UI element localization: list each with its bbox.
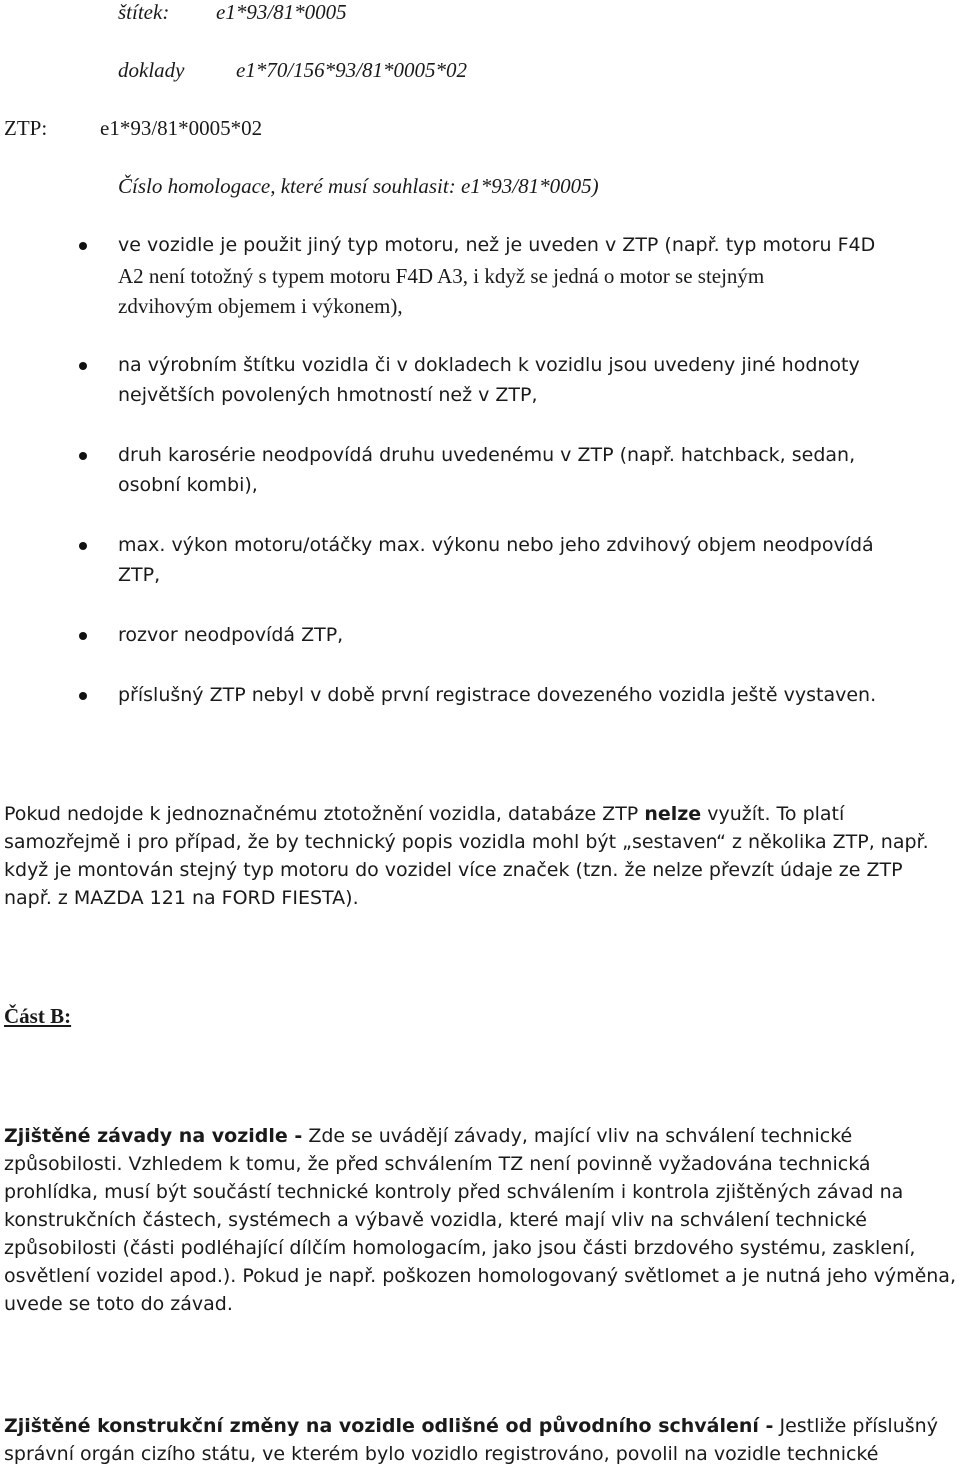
bullet-dot xyxy=(79,452,87,460)
paragraph-defects xyxy=(4,1122,956,1318)
value-doklady: e1*70/156*93/81*0005*02 xyxy=(236,58,467,82)
label-stitek: štítek: xyxy=(118,0,170,24)
list-item-line: na výrobním štítku vozidla či v dokladech k vozidlu jsou uvedeny jiné hodnoty xyxy=(118,354,860,376)
label-doklady: doklady xyxy=(118,58,185,82)
paragraph-database-note xyxy=(4,800,956,912)
bullet-dot xyxy=(79,542,87,550)
list-item-line: ve vozidle je použit jiný typ motoru, než je uveden v ZTP (např. typ motoru F4D xyxy=(118,234,876,256)
paragraph-construction-changes xyxy=(4,1412,956,1468)
defects-text: Zde se uvádějí závady, mající vliv na schválení technické způsobilosti. Vzhledem k tomu, že před schválením TZ není povinně vyžadována technická prohlídka, musí být součástí technické kontroly před schválením i kontrola zjištěných závad na konstrukčních částech, systémech a výbavě vozidla, které mají vliv na schválení technické způsobilosti (části podléhající dílčím homologacím, jako jsou části brzdového systému, zasklení, osvětlení vozidel apod.). Pokud je např. poškozen homologovaný světlomet a je nutná jeho výměna, uvede se toto do závad. xyxy=(4,1125,956,1315)
list-item-line: příslušný ZTP nebyl v době první registrace dovezeného vozidla ještě vystaven. xyxy=(118,684,877,706)
para1-text-b: využít. To platí samozřejmě i pro případ, že by technický popis vozidla mohl být „sestaven“ z několika ZTP, např. když je montován stejný typ motoru do vozidel více značek (tzn. že nelze převzít údaje ze ZTP např. z MAZDA 121 na FORD FIESTA). xyxy=(4,803,929,909)
value-ztp: e1*93/81*0005*02 xyxy=(100,116,263,140)
para1-bold-nelze: nelze xyxy=(644,803,702,825)
bullet-dot xyxy=(79,632,87,640)
changes-text: Jestliže příslušný správní orgán cizího státu, ve kterém bylo vozidlo registrováno, povolil na vozidle technické xyxy=(4,1415,938,1465)
defects-title: Zjištěné závady na vozidle - xyxy=(4,1125,303,1147)
list-item-line: největších povolených hmotností než v ZTP, xyxy=(118,384,538,406)
list-item-line: osobní kombi), xyxy=(118,474,258,496)
list-item-line: rozvor neodpovídá ZTP, xyxy=(118,624,344,646)
bullet-dot xyxy=(79,242,87,250)
changes-title: Zjištěné konstrukční změny na vozidle odlišné od původního schválení - xyxy=(4,1415,774,1437)
bullet-dot xyxy=(79,362,87,370)
list-item-line: druh karosérie neodpovídá druhu uvedenému v ZTP (např. hatchback, sedan, xyxy=(118,444,856,466)
list-item-line: A2 není totožný s typem motoru F4D A3, i když se jedná o motor se stejným xyxy=(118,264,765,288)
list-item-line: max. výkon motoru/otáčky max. výkonu nebo jeho zdvihový objem neodpovídá xyxy=(118,534,874,556)
list-item-line: zdvihovým objemem i výkonem), xyxy=(118,294,403,318)
section-b-heading xyxy=(4,1004,71,1029)
homologation-note: Číslo homologace, které musí souhlasit: e1*93/81*0005) xyxy=(118,174,599,198)
section-b-heading-text: Část B: xyxy=(4,1004,72,1028)
list-item-line: ZTP, xyxy=(118,564,161,586)
value-stitek: e1*93/81*0005 xyxy=(216,0,347,24)
label-ztp: ZTP: xyxy=(4,116,48,140)
bullet-dot xyxy=(79,692,87,700)
para1-text-a: Pokud nedojde k jednoznačnému ztotožnění vozidla, databáze ZTP xyxy=(4,803,645,825)
